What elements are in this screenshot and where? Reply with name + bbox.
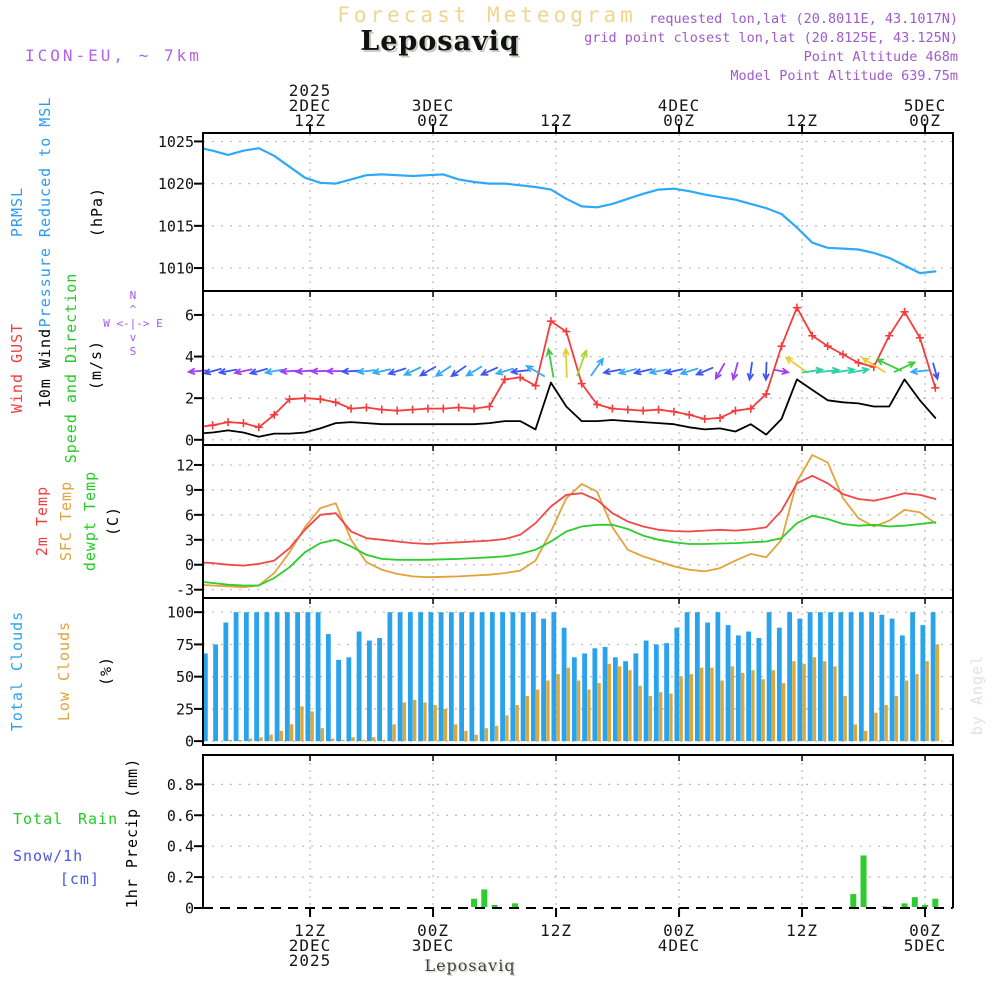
svg-text:12Z: 12Z xyxy=(294,921,327,940)
svg-text:100: 100 xyxy=(166,603,194,622)
svg-text:-3: -3 xyxy=(175,581,194,600)
rain-label: Rain xyxy=(78,810,119,828)
point-altitude: Point Altitude 468m xyxy=(803,49,958,65)
temp-dewpt-label: dewpt Temp xyxy=(81,470,99,572)
pressure-label-prmsl: PRMSL xyxy=(8,186,26,238)
credit-watermark: by Angel xyxy=(968,654,986,736)
svg-text:5DEC: 5DEC xyxy=(903,96,947,115)
snow-unit-label: [cm] xyxy=(59,870,100,888)
compass-n-label: N xyxy=(129,289,137,302)
svg-text:4: 4 xyxy=(184,348,194,367)
pressure-label-long: Pressure Reduced to MSL xyxy=(36,96,54,328)
svg-text:12Z: 12Z xyxy=(540,111,573,130)
svg-text:4DEC: 4DEC xyxy=(657,936,701,955)
pressure-unit-label: (hPa) xyxy=(88,186,106,238)
requested-coords: requested lon,lat (20.8011E, 43.1017N) xyxy=(649,11,958,27)
svg-text:0: 0 xyxy=(184,899,194,918)
svg-text:2025: 2025 xyxy=(288,81,332,100)
svg-text:12Z: 12Z xyxy=(294,111,327,130)
svg-text:0.2: 0.2 xyxy=(166,868,194,887)
svg-text:3DEC: 3DEC xyxy=(411,96,455,115)
precip-axis-label: 1hr Precip (mm) xyxy=(123,757,141,909)
svg-text:25: 25 xyxy=(175,700,194,719)
wind-unit-label: (m/s) xyxy=(87,339,105,391)
svg-text:0.8: 0.8 xyxy=(166,775,194,794)
low-clouds-label: Low Clouds xyxy=(55,620,73,722)
svg-text:6: 6 xyxy=(184,506,194,525)
svg-text:0.4: 0.4 xyxy=(166,837,194,856)
header-meta-block xyxy=(584,10,958,86)
temp-2m-label: 2m Temp xyxy=(33,485,51,557)
svg-text:2DEC: 2DEC xyxy=(288,936,332,955)
svg-text:75: 75 xyxy=(175,635,194,654)
wind-speed-dir-label: Speed and Direction xyxy=(62,272,80,464)
compass-down-arrow: v xyxy=(129,331,137,344)
rain-total-label: Total xyxy=(13,810,64,828)
svg-text:00Z: 00Z xyxy=(909,111,942,130)
page-title: Forecast Meteogram xyxy=(337,3,637,27)
svg-text:12Z: 12Z xyxy=(786,111,819,130)
svg-text:5DEC: 5DEC xyxy=(903,936,947,955)
svg-text:00Z: 00Z xyxy=(417,921,450,940)
svg-text:0: 0 xyxy=(184,732,194,751)
compass-up-arrow: ^ xyxy=(129,303,137,316)
model-label: ICON-EU, ~ 7km xyxy=(25,46,202,65)
svg-text:0: 0 xyxy=(184,556,194,575)
compass-we-row: W <-|-> E xyxy=(103,317,163,330)
footer-station-name: Leposaviq xyxy=(424,956,516,975)
svg-text:00Z: 00Z xyxy=(663,111,696,130)
svg-text:1020: 1020 xyxy=(157,175,194,194)
grid-point-coords: grid point closest lon,lat (20.8125E, 43.125N) xyxy=(584,30,958,46)
temp-sfc-label: SFC Temp xyxy=(57,480,75,562)
svg-text:0.6: 0.6 xyxy=(166,806,194,825)
svg-text:00Z: 00Z xyxy=(417,111,450,130)
wind-gust-label: Wind GUST xyxy=(8,322,26,414)
snow-label: Snow/1h xyxy=(13,847,84,865)
svg-text:00Z: 00Z xyxy=(663,921,696,940)
wind-10m-label: 10m Wind xyxy=(36,327,54,409)
svg-text:6: 6 xyxy=(184,306,194,325)
svg-text:9: 9 xyxy=(184,481,194,500)
total-clouds-label: Total Clouds xyxy=(8,610,26,732)
svg-text:1025: 1025 xyxy=(157,132,194,151)
station-name: Leposaviq xyxy=(360,26,520,57)
svg-text:4DEC: 4DEC xyxy=(657,96,701,115)
svg-text:2025: 2025 xyxy=(288,951,332,970)
svg-text:1010: 1010 xyxy=(157,259,194,278)
svg-text:12Z: 12Z xyxy=(540,921,573,940)
svg-text:12Z: 12Z xyxy=(786,921,819,940)
svg-text:3: 3 xyxy=(184,531,194,550)
temp-unit-label: (C) xyxy=(104,505,122,537)
model-point-altitude: Model Point Altitude 639.75m xyxy=(730,68,958,84)
compass-rose xyxy=(103,289,163,359)
compass-s-label: S xyxy=(129,345,137,358)
svg-text:3DEC: 3DEC xyxy=(411,936,455,955)
svg-text:12: 12 xyxy=(175,456,194,475)
svg-text:00Z: 00Z xyxy=(909,921,942,940)
svg-text:2: 2 xyxy=(184,389,194,408)
svg-text:50: 50 xyxy=(175,668,194,687)
svg-text:0: 0 xyxy=(184,431,194,450)
svg-text:2DEC: 2DEC xyxy=(288,96,332,115)
clouds-unit-label: (%) xyxy=(97,655,115,687)
svg-text:1015: 1015 xyxy=(157,217,194,236)
